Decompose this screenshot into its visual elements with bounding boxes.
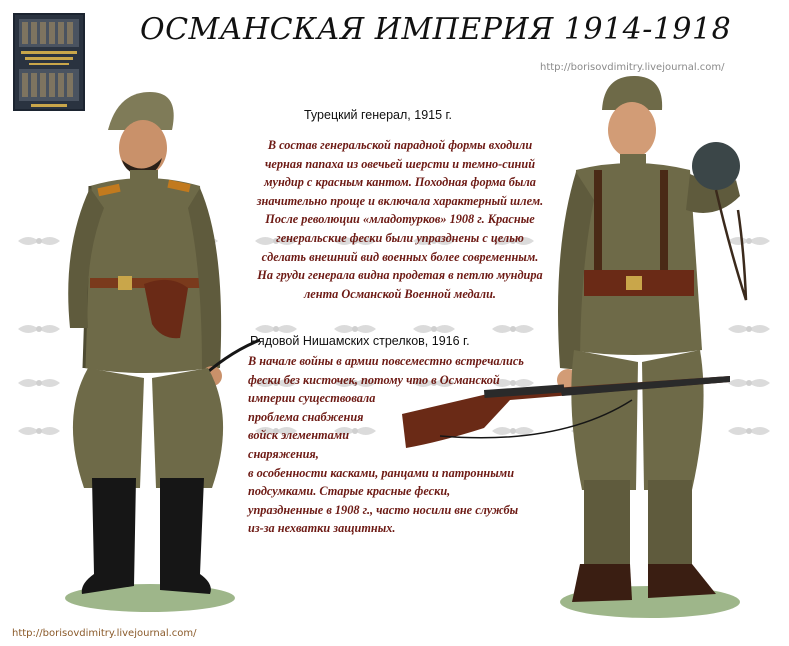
private-description-line: империи существовала xyxy=(248,391,376,406)
general-heading: Турецкий генерал, 1915 г. xyxy=(304,108,453,122)
ornament-icon xyxy=(490,321,536,337)
general-description-line: генеральские фески были упразднены с целью xyxy=(276,230,524,245)
private-description xyxy=(248,352,548,538)
general-description-line: В состав генеральской парадной формы входили xyxy=(267,138,533,152)
general-description-line: лента Османской Военной медали. xyxy=(304,286,496,301)
general-description-line: На груди генерала видна продетая в петлю мундира xyxy=(257,268,543,283)
private-description-line: В начале войны в армии повсеместно встречались xyxy=(248,354,524,368)
canteen-icon xyxy=(692,142,740,190)
general-description-line: сделать внешний вид военных более современным. xyxy=(261,249,539,264)
general-description-line: значительно проще и включала характерный шлем. xyxy=(256,193,544,208)
private-description-line: фески без кисточек, потому что в Османской xyxy=(248,372,500,387)
general-description-line: После революции «младотурков» 1908 г. Красные xyxy=(265,212,535,227)
private-description-line: войск элементами xyxy=(248,428,350,443)
page-title: ОСМАНСКАЯ ИМПЕРИЯ 1914-1918 xyxy=(140,12,732,47)
private-description-line: проблема снабжения xyxy=(248,409,364,424)
watermark-url-top: http://borisovdimitry.livejournal.com/ xyxy=(540,62,725,73)
private-description-line: упраздненные в 1908 г., часто носили вне службы xyxy=(248,502,519,517)
watermark-url-bottom: http://borisovdimitry.livejournal.com/ xyxy=(12,628,197,639)
general-description-line: мундир с красным кантом. Походная форма была xyxy=(264,175,536,190)
private-description-line: из-за нехватки защитных. xyxy=(248,521,396,536)
general-description-line: черная папаха из овечьей шерсти и темно-синий xyxy=(264,156,536,171)
private-description-line: снаряжения, xyxy=(248,446,319,461)
private-heading: Рядовой Нишамских стрелков, 1916 г. xyxy=(250,334,470,348)
private-description-line: подсумками. Старые красные фески, xyxy=(248,484,451,499)
private-description-line: в особенности касками, ранцами и патронными xyxy=(248,465,515,480)
general-description xyxy=(220,136,580,303)
